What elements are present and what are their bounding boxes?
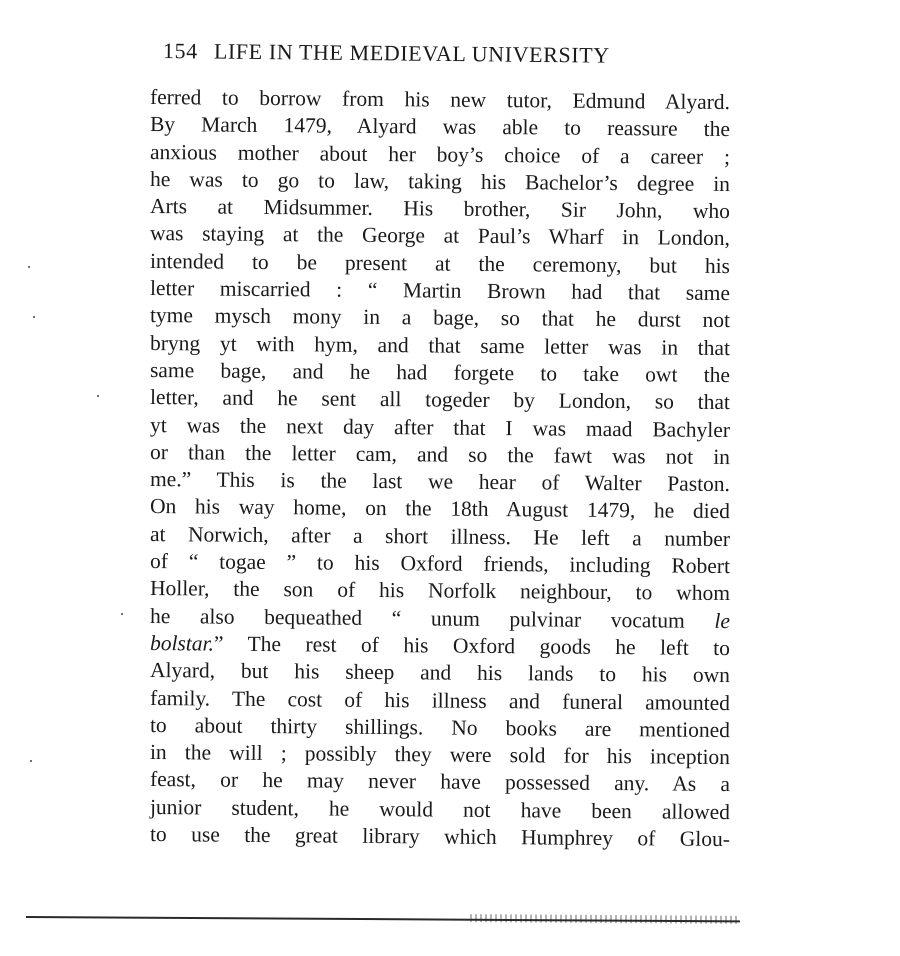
text-line: junior student, he would not have been allowed [149, 794, 731, 824]
text-line: letter miscarried : “ Martin Brown had that same [149, 276, 731, 306]
running-title: LIFE IN THE MEDIEVAL UNIVERSITY [213, 38, 610, 68]
text-line: tyme mysch mony in a bage, so that he durst not [149, 303, 731, 333]
text-line: me.” This is the last we hear of Walter Paston. [149, 467, 731, 497]
text-line: Alyard, but his sheep and his lands to his own [149, 658, 731, 688]
running-header [163, 38, 723, 70]
text-line: feast, or he may never have possessed any. As a [149, 767, 731, 797]
text-line: or than the letter cam, and so the fawt was not in [149, 439, 731, 469]
text-line: anxious mother about her boy’s choice of a career ; [149, 139, 731, 169]
text-line: By March 1479, Alyard was able to reassure the [149, 112, 731, 142]
text-line: bryng yt with hym, and that same letter was in that [149, 330, 731, 360]
scan-smudge [470, 914, 740, 924]
text-line: letter, and he sent all togeder by London, so that [149, 385, 731, 415]
text-line: in the will ; possibly they were sold for his inception [149, 740, 731, 770]
italic-text: bolstar. [149, 630, 215, 656]
italic-text: le [714, 608, 731, 633]
text-line: to use the great library which Humphrey of Glou- [149, 822, 731, 852]
scan-speck [121, 613, 123, 615]
scan-speck [28, 266, 30, 268]
text-line: yt was the next day after that I was maad Bachyler [149, 412, 731, 442]
scan-speck [97, 395, 99, 397]
text-segment: ” The rest of his Oxford goods he left to [213, 631, 731, 660]
text-line: of “ togae ” to his Oxford friends, including Robert [149, 549, 731, 579]
text-line: On his way home, on the 18th August 1479, he died [149, 494, 731, 524]
text-line: same bage, and he had forgete to take owt the [149, 357, 731, 388]
body-text [149, 84, 731, 852]
text-line: intended to be present at the ceremony, but his [149, 248, 731, 278]
text-line: at Norwich, after a short illness. He left a number [149, 521, 731, 551]
text-segment: he also bequeathed “ unum pulvinar vocatum [149, 603, 685, 633]
text-line: he was to go to law, taking his Bachelor’s degree in [149, 166, 731, 196]
text-line: Arts at Midsummer. His brother, Sir John, who [149, 194, 731, 224]
text-line: family. The cost of his illness and funeral amounted [149, 685, 731, 715]
scan-speck [30, 760, 32, 762]
text-line: ferred to borrow from his new tutor, Edmund Alyard. [149, 85, 731, 115]
text-line: was staying at the George at Paul’s Wharf in London, [149, 221, 731, 251]
text-line: to about thirty shillings. No books are mentioned [149, 712, 731, 742]
scan-speck [33, 316, 35, 318]
page-number: 154 [162, 38, 198, 64]
text-line: Holler, the son of his Norfolk neighbour, to whom [149, 576, 731, 606]
